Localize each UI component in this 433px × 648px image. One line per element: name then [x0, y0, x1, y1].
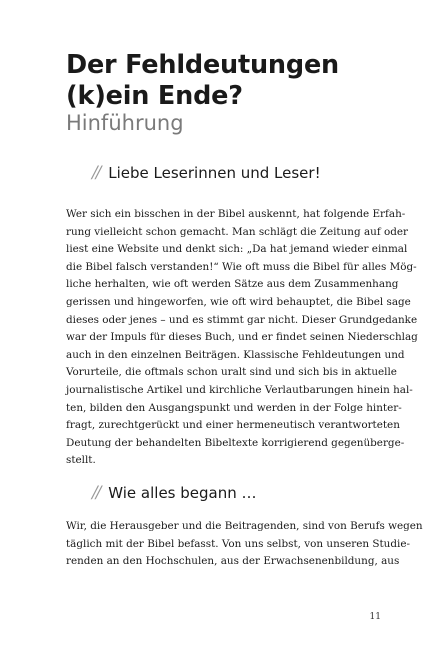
- section-marker-2: //: [92, 483, 100, 503]
- paragraph-line: Deutung der behandelten Bibeltexte korrigierend gegenüberge-: [66, 436, 405, 449]
- paragraph-line: liest eine Website und denkt sich: „Da hat jemand wieder einmal: [66, 243, 408, 256]
- section-1-paragraph: [66, 206, 418, 470]
- paragraph-line: war der Impuls für dieses Buch, und er findet seinen Niederschlag: [66, 331, 418, 344]
- paragraph-line: liche herhalten, wie oft werden Sätze aus dem Zusammenhang: [66, 278, 399, 291]
- section-2-paragraph: [66, 518, 423, 571]
- section-heading-2: [92, 483, 257, 503]
- chapter-subtitle: Hinführung: [66, 111, 184, 135]
- paragraph-line: täglich mit der Bibel befasst. Von uns selbst, von unseren Studie-: [66, 537, 410, 550]
- paragraph-line: auch in den einzelnen Beiträgen. Klassische Fehldeutungen und: [66, 348, 405, 361]
- page-number: 11: [369, 612, 381, 622]
- paragraph-line: Wir, die Herausgeber und die Beitragenden, sind von Berufs wegen: [66, 520, 423, 532]
- paragraph-line: gerissen und hingeworfen, wie oft wird behauptet, die Bibel sage: [66, 295, 411, 308]
- paragraph-line: fragt, zurechtgerückt und einer hermeneutisch verantworteten: [66, 419, 400, 432]
- paragraph-line: ten, bilden den Ausgangspunkt und werden in der Folge hinter-: [66, 401, 402, 414]
- paragraph-line: journalistische Artikel und kirchliche Verlautbarungen hinein hal-: [66, 383, 413, 396]
- paragraph-line: die Bibel falsch verstanden!“ Wie oft muss die Bibel für alles Mög-: [66, 260, 417, 273]
- section-marker-1: //: [92, 163, 100, 183]
- paragraph-line: Wer sich ein bisschen in der Bibel auskennt, hat folgende Erfah-: [66, 208, 406, 220]
- paragraph-line: rung vielleicht schon gemacht. Man schlägt die Zeitung auf oder: [66, 225, 409, 238]
- paragraph-line: Vorurteile, die oftmals schon uralt sind und sich bis in aktuelle: [66, 366, 397, 379]
- chapter-title-line-1: Der Fehldeutungen: [66, 50, 339, 80]
- section-heading-1: [92, 163, 321, 183]
- paragraph-line: dieses oder jenes – und es stimmt gar nicht. Dieser Grundgedanke: [66, 313, 418, 326]
- section-heading-2-text: Wie alles begann …: [108, 484, 257, 502]
- paragraph-line: renden an den Hochschulen, aus der Erwachsenenbildung, aus: [66, 555, 400, 568]
- section-heading-1-text: Liebe Leserinnen und Leser!: [108, 164, 321, 182]
- chapter-title: [66, 50, 386, 112]
- chapter-title-line-2: (k)ein Ende?: [66, 81, 243, 111]
- paragraph-line: stellt.: [66, 454, 96, 467]
